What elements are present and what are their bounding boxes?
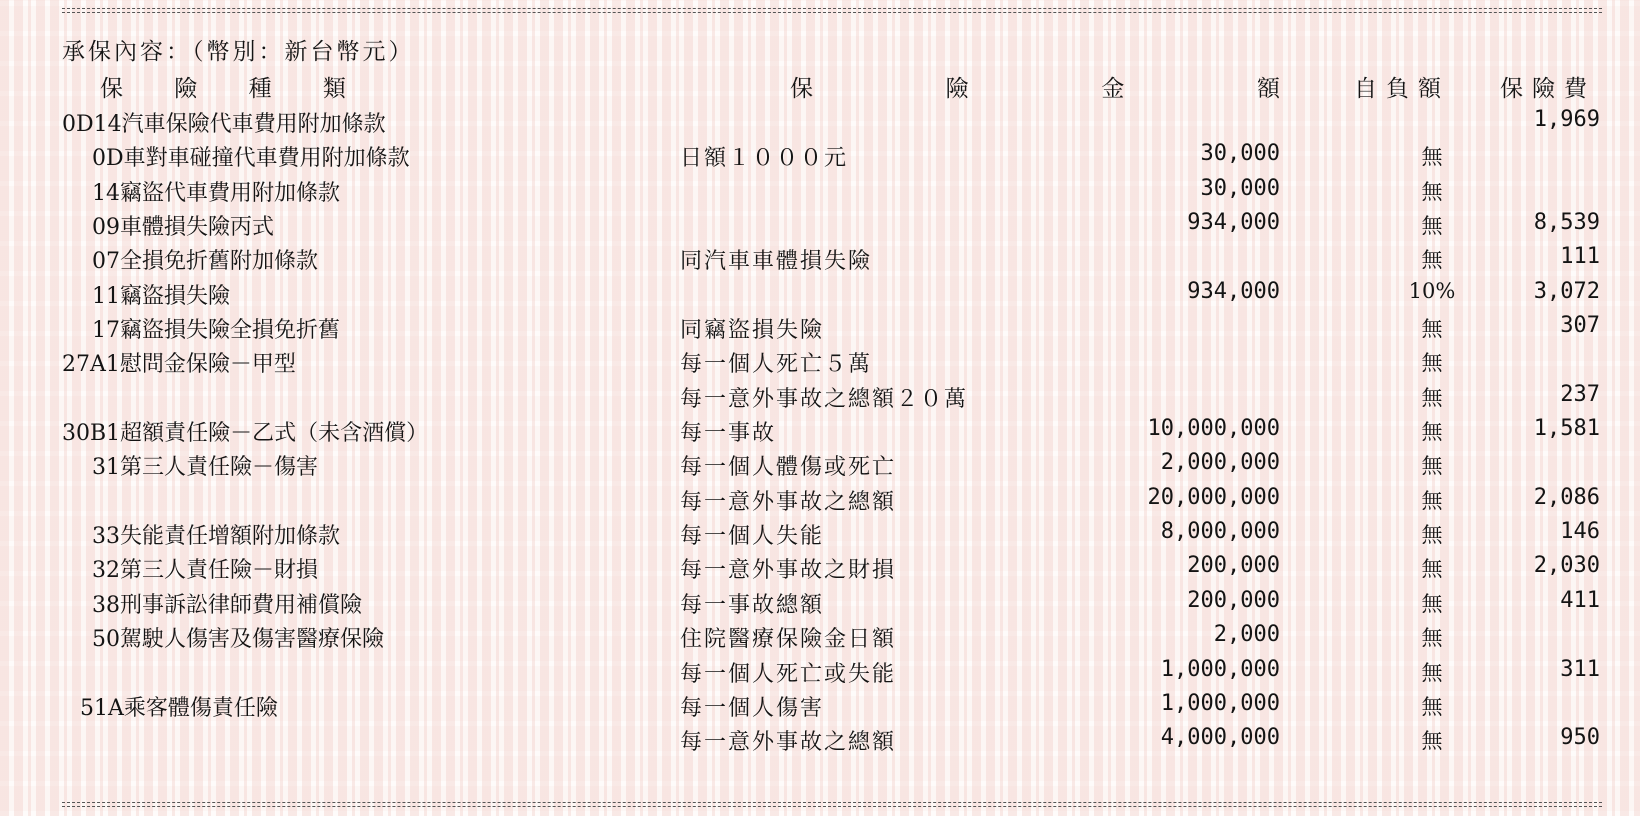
- coverage-deductible: 無: [1421, 179, 1443, 204]
- coverage-deductible: 無: [1421, 248, 1443, 273]
- coverage-name: 31第三人責任險－傷害: [92, 455, 318, 481]
- coverage-description: 每一個人死亡或失能: [680, 661, 897, 687]
- table-row: [0, 379, 1640, 413]
- coverage-amount: 2,000,000: [1160, 450, 1280, 476]
- coverage-description: 同竊盜損失險: [680, 318, 825, 344]
- coverage-deductible: 無: [1421, 523, 1443, 548]
- coverage-name: 14竊盜代車費用附加條款: [92, 180, 340, 206]
- coverage-amount: 1,000,000: [1160, 656, 1280, 682]
- coverage-name: 17竊盜損失險全損免折舊: [92, 318, 340, 344]
- column-header-premium: 保險費: [1500, 76, 1596, 102]
- coverage-deductible: 無: [1421, 351, 1443, 376]
- coverage-table: [0, 104, 1640, 757]
- coverage-deductible: 無: [1421, 420, 1443, 445]
- coverage-premium: 307: [1560, 313, 1600, 339]
- coverage-description: 每一個人體傷或死亡: [680, 455, 897, 481]
- coverage-name: 0D14汽車保險代車費用附加條款: [62, 112, 386, 137]
- coverage-description: 每一事故: [680, 421, 777, 447]
- coverage-deductible: 無: [1421, 660, 1443, 685]
- top-dashed-rule: [62, 8, 1602, 13]
- coverage-name: 07全損免折舊附加條款: [92, 249, 318, 275]
- coverage-description: 同汽車車體損失險: [680, 249, 873, 275]
- coverage-name: 0D車對車碰撞代車費用附加條款: [92, 146, 410, 172]
- table-row: [0, 516, 1640, 550]
- coverage-deductible: 無: [1421, 626, 1443, 651]
- coverage-name: 27A1慰問金保險－甲型: [62, 352, 296, 378]
- coverage-premium: 311: [1560, 656, 1600, 682]
- coverage-deductible: 無: [1421, 488, 1443, 513]
- coverage-premium: 8,539: [1533, 210, 1600, 236]
- table-row: [0, 585, 1640, 619]
- coverage-name: 51A乘客體傷責任險: [80, 695, 278, 721]
- coverage-amount: 200,000: [1187, 553, 1280, 579]
- coverage-amount: 20,000,000: [1147, 484, 1280, 510]
- column-header-amount-char: 額: [1256, 76, 1280, 102]
- coverage-premium: 950: [1560, 725, 1600, 751]
- table-row: [0, 550, 1640, 584]
- coverage-description: 每一個人傷害: [680, 695, 825, 721]
- coverage-amount: 934,000: [1187, 210, 1280, 236]
- coverage-name: 50駕駛人傷害及傷害醫療保險: [92, 627, 384, 653]
- coverage-premium: 411: [1560, 587, 1600, 613]
- coverage-description: 每一個人失能: [680, 524, 825, 550]
- coverage-amount: 8,000,000: [1160, 519, 1280, 545]
- coverage-name: 09車體損失險丙式: [92, 215, 274, 241]
- coverage-amount: 30,000: [1200, 141, 1280, 167]
- coverage-deductible: 無: [1421, 317, 1443, 342]
- coverage-name: 33失能責任增額附加條款: [92, 524, 340, 550]
- coverage-deductible: 無: [1421, 694, 1443, 719]
- table-row: [0, 482, 1640, 516]
- coverage-premium: 1,969: [1533, 107, 1600, 132]
- column-header-amount-char: 保: [790, 76, 813, 102]
- table-row: [0, 173, 1640, 207]
- coverage-amount: 200,000: [1187, 587, 1280, 613]
- table-row: [0, 722, 1640, 756]
- coverage-description: 日額１０００元: [680, 146, 849, 172]
- coverage-name: 11竊盜損失險: [92, 283, 230, 309]
- coverage-deductible: 無: [1421, 729, 1443, 754]
- coverage-premium: 237: [1560, 381, 1600, 407]
- coverage-description: 每一意外事故之總額: [680, 730, 897, 756]
- table-row: [0, 138, 1640, 172]
- bottom-dashed-rule: [62, 802, 1602, 807]
- coverage-premium: 111: [1560, 244, 1600, 270]
- table-row: [0, 104, 1640, 138]
- coverage-name: 32第三人責任險－財損: [92, 558, 318, 584]
- coverage-amount: 934,000: [1187, 278, 1280, 304]
- coverage-amount: 1,000,000: [1160, 690, 1280, 716]
- coverage-amount: 4,000,000: [1160, 725, 1280, 751]
- coverage-premium: 146: [1560, 519, 1600, 545]
- table-row: [0, 654, 1640, 688]
- coverage-description: 每一個人死亡５萬: [680, 352, 873, 378]
- column-header-type: 保 險 種 類: [100, 76, 368, 102]
- coverage-description: 每一意外事故之總額２０萬: [680, 386, 969, 412]
- table-row: [0, 688, 1640, 722]
- table-row: [0, 276, 1640, 310]
- coverage-deductible: 無: [1421, 454, 1443, 479]
- coverage-name: 30B1超額責任險－乙式（未含酒償）: [62, 421, 429, 447]
- coverage-deductible: 無: [1421, 214, 1443, 239]
- table-row: [0, 207, 1640, 241]
- table-row: [0, 447, 1640, 481]
- coverage-premium: 2,030: [1533, 553, 1600, 579]
- table-row: [0, 619, 1640, 653]
- coverage-description: 每一意外事故之總額: [680, 489, 897, 515]
- coverage-amount: 30,000: [1200, 175, 1280, 201]
- coverage-description: 每一意外事故之財損: [680, 558, 897, 584]
- table-row: [0, 413, 1640, 447]
- table-row: [0, 241, 1640, 275]
- coverage-deductible: 無: [1421, 385, 1443, 410]
- coverage-deductible: 10%: [1408, 278, 1456, 303]
- coverage-name: 38刑事訴訟律師費用補償險: [92, 592, 362, 618]
- coverage-deductible: 無: [1421, 591, 1443, 616]
- column-header-row: [0, 70, 1640, 104]
- coverage-description: 每一事故總額: [680, 592, 825, 618]
- coverage-heading: 承保內容：（幣別：新台幣元）: [62, 39, 415, 65]
- coverage-premium: 2,086: [1533, 484, 1600, 510]
- coverage-amount: 10,000,000: [1147, 416, 1280, 442]
- coverage-premium: 1,581: [1533, 416, 1600, 442]
- column-header-amount: [790, 70, 1280, 103]
- coverage-description: 住院醫療保險金日額: [680, 627, 897, 653]
- coverage-premium: 3,072: [1533, 278, 1600, 304]
- table-row: [0, 310, 1640, 344]
- table-row: [0, 344, 1640, 378]
- column-header-amount-char: 金: [1101, 76, 1125, 102]
- column-header-amount-char: 險: [945, 76, 969, 102]
- column-header-deductible: 自負額: [1354, 76, 1450, 102]
- coverage-amount: 2,000: [1213, 622, 1280, 648]
- coverage-deductible: 無: [1421, 557, 1443, 582]
- coverage-deductible: 無: [1421, 145, 1443, 170]
